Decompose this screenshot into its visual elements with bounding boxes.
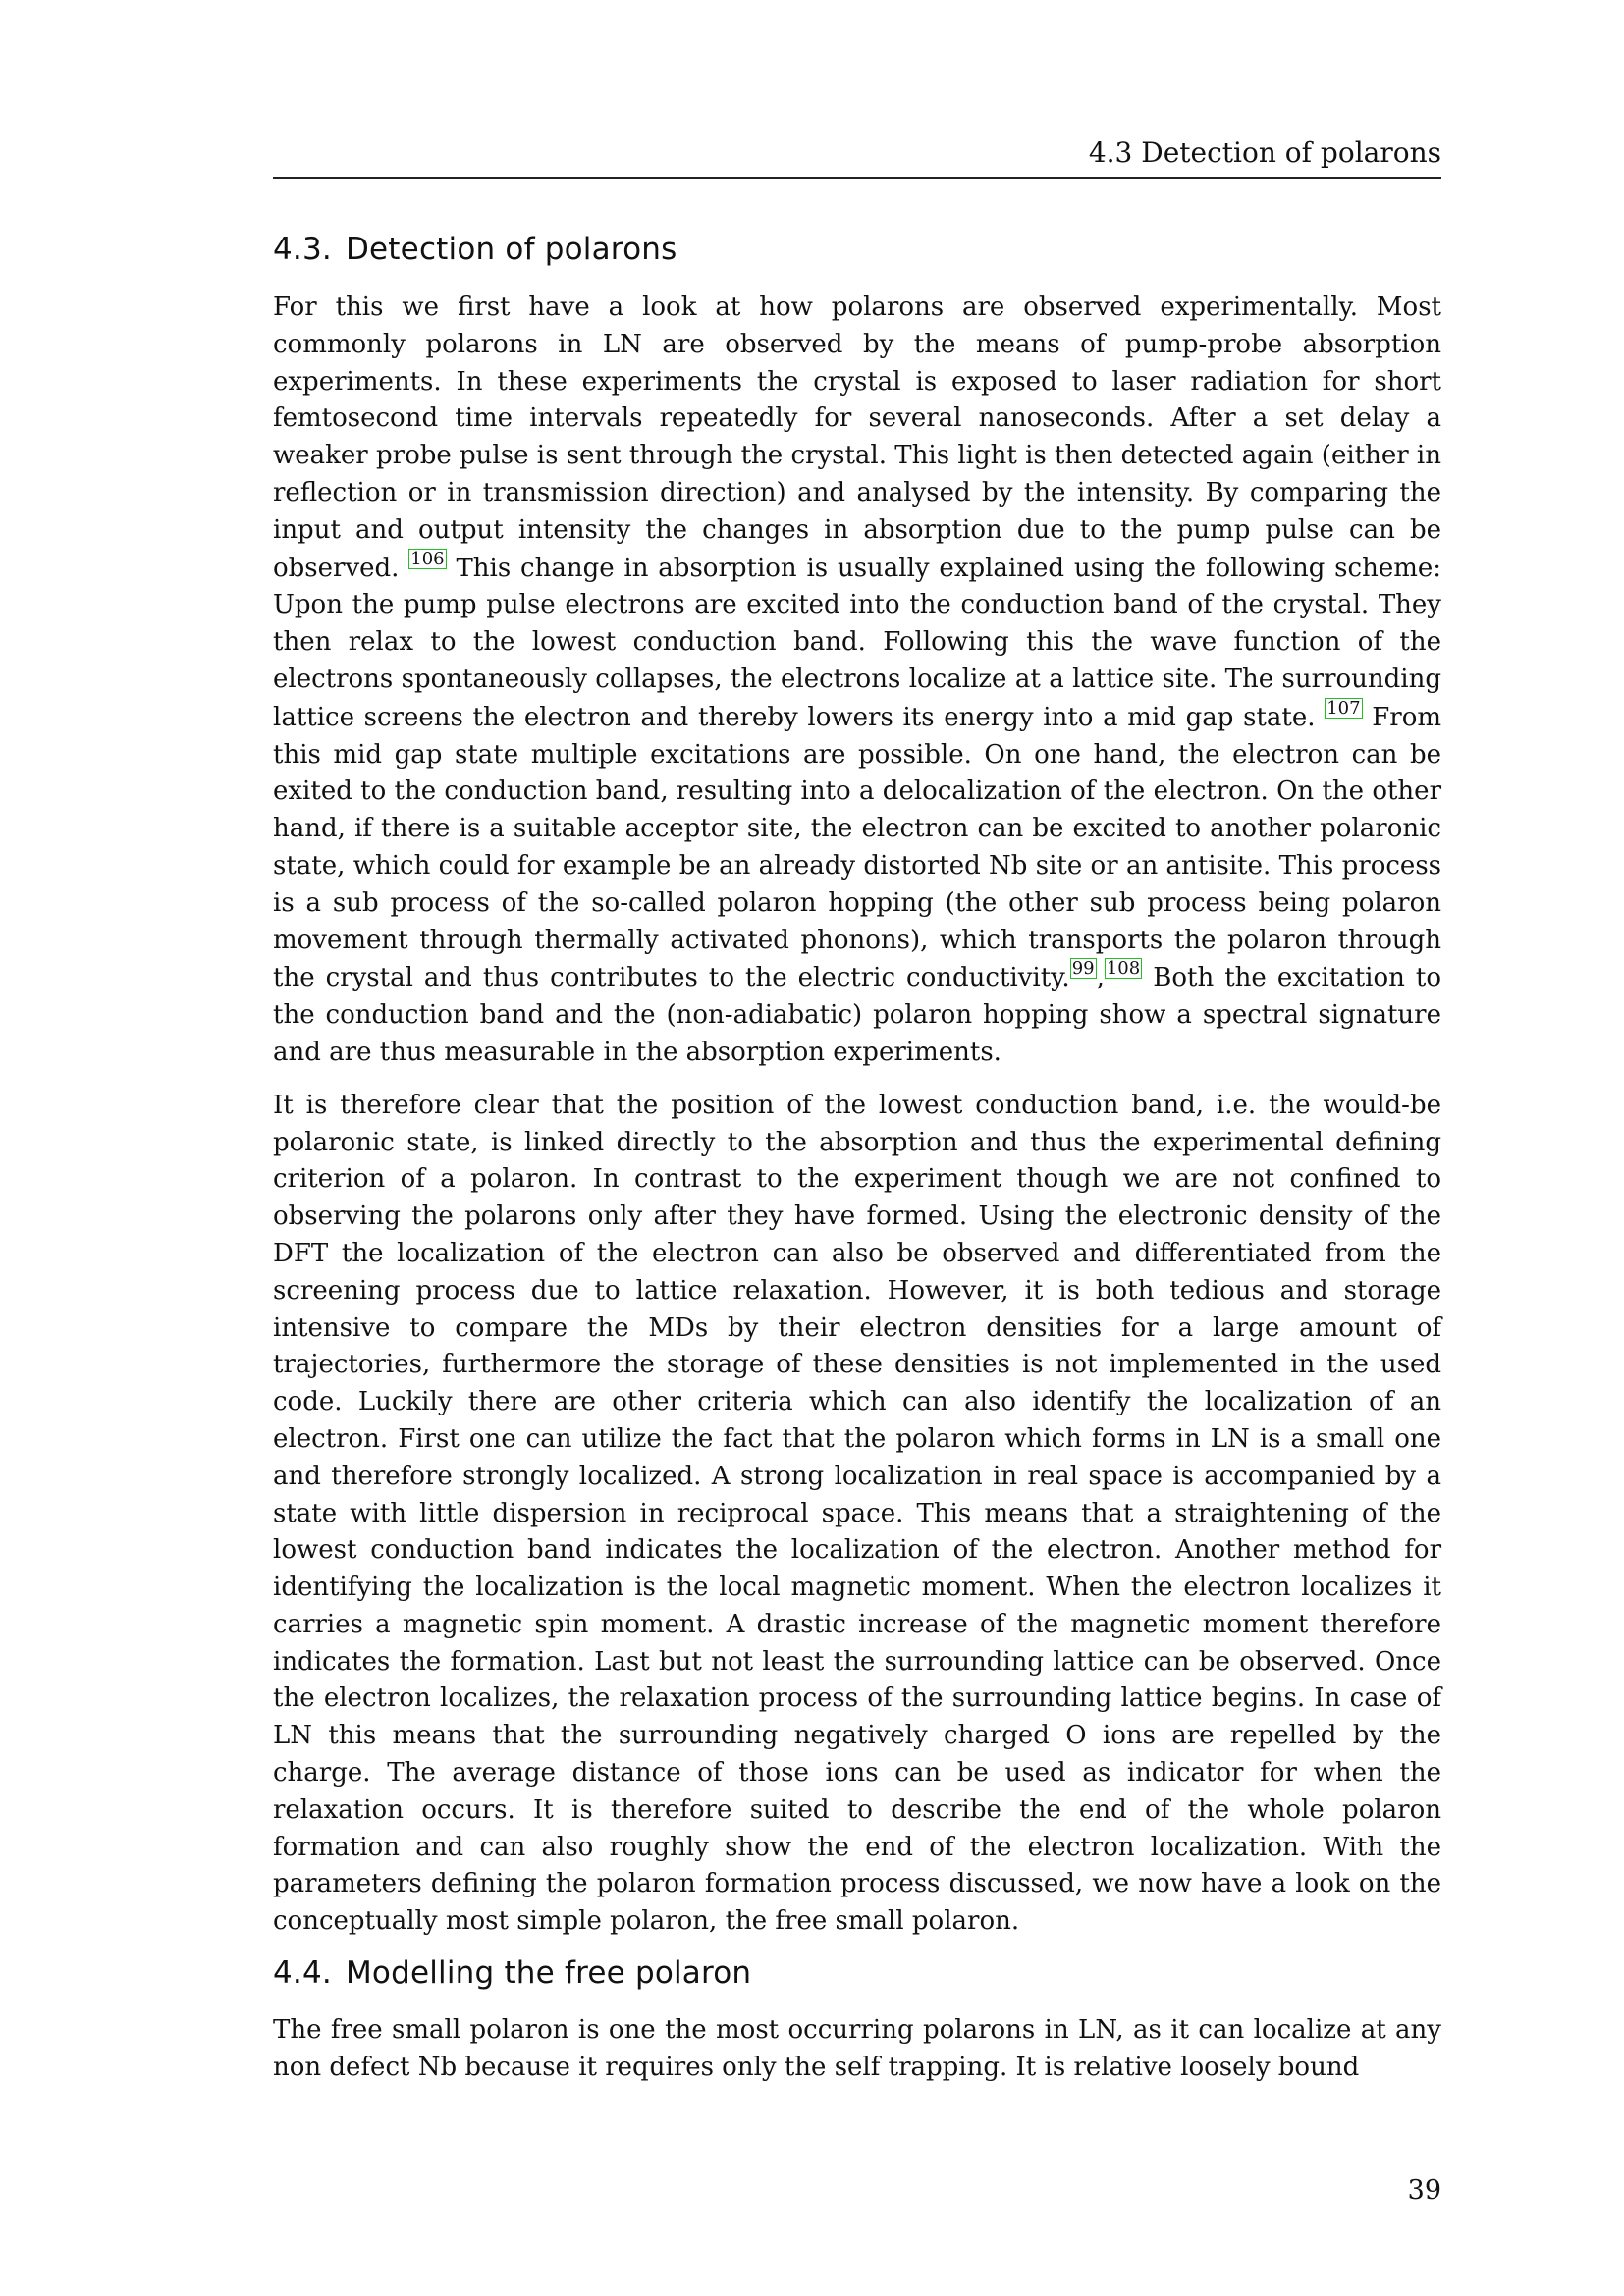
header-rule xyxy=(273,177,1441,179)
citation-link[interactable]: 107 xyxy=(1326,697,1361,719)
section-number: 4.4. xyxy=(273,1955,332,1991)
citation-link[interactable]: 99 xyxy=(1071,958,1095,980)
section-title: Detection of polarons xyxy=(345,232,677,267)
section-heading-4-3 xyxy=(273,230,1441,269)
running-header: 4.3 Detection of polarons xyxy=(1088,136,1441,169)
paragraph-text: This change in absorption is usually explained using the following scheme: Upon the pump pulse electrons are excited into the conduction band of the crystal. They then relax to the lowest conduction band. Following this the wave function of the electrons spontaneously collapses, the electrons localize at a lattice site. The surrounding lattice screens the electron and thereby lowers its energy into a mid gap state. xyxy=(273,553,1442,732)
citation-link[interactable]: 108 xyxy=(1106,958,1141,980)
paragraph: The free small polaron is one the most occurring polarons in LN, as it can localize at any non defect Nb because it requires only the self trapping. It is relative loosely bound xyxy=(273,2015,1441,2082)
paragraph-text: From this mid gap state multiple excitations are possible. On one hand, the electron can be exited to the conduction band, resulting into a delocalization of the electron. On the other hand, if there is a suitable acceptor site, the electron can be excited to another polaronic state, which could for example be an already distorted Nb site or an antisite. This process is a sub process of the so-called polaron hopping (the other sub process being polaron movement through thermally activated phonons), which transports the polaron through the crystal and thus contributes to the electric conductivity. xyxy=(273,702,1442,993)
section-4-4-body xyxy=(273,2012,1441,2087)
page-number: 39 xyxy=(1407,2175,1441,2206)
paragraph-text: Both the excitation to the conduction band and the (non-adiabatic) polaron hopping show a spectral signature and are thus measurable in the absorption experiments. xyxy=(273,963,1442,1067)
section-4-3-body xyxy=(273,290,1441,1941)
citation-link[interactable]: 106 xyxy=(410,548,445,569)
section-number: 4.3. xyxy=(273,232,332,267)
paragraph-text: For this we first have a look at how polarons are observed experimentally. Most commonly polarons in LN are observed by the means of pump-probe absorption experiments. In these experiments the crystal is exposed to laser radiation for short femtosecond time intervals repeatedly for several nanoseconds. After a set delay a weaker probe pulse is sent through the crystal. This light is then detected again (either in reflection or in transmission direction) and analysed by the intensity. By comparing the input and output intensity the changes in absorption due to the pump pulse can be observed. xyxy=(273,293,1441,583)
paragraph: For this we first have a look at how polarons are observed experimentally. Most commonly polarons in LN are observed by the means of pump-probe absorption experiments. In these experiments the crystal is exposed to laser radiation for short femtosecond time intervals repeatedly for several nanoseconds. After a set delay a weaker probe pulse is sent through the crystal. This light is then detected again (either in reflection or in transmission direction) and analysed by the intensity. By comparing the input and output intensity the changes in absorption due to the pump pulse can be observed. 106 This change in absorption is usually explained using the following scheme: Upon the pump pulse electrons are excited into the conduction band of the crystal. They then relax to the lowest conduction band. Following this the wave function of the electrons spontaneously collapses, the electrons localize at a lattice site. The surrounding lattice screens the electron and thereby lowers its energy into a mid gap state. 107 From this mid gap state multiple excitations are possible. On one hand, the electron can be exited to the conduction band, resulting into a delocalization of the electron. On the other hand, if there is a suitable acceptor site, the electron can be excited to another polaronic state, which could for example be an already distorted Nb site or an antisite. This process is a sub process of the so-called polaron hopping (the other sub process being polaron movement through thermally activated phonons), which transports the polaron through the crystal and thus contributes to the electric conductivity. 99, 108 Both the excitation to the conduction band and the (non-adiabatic) polaron hopping show a spectral signature and are thus measurable in the absorption experiments. xyxy=(273,293,1442,1067)
section-title: Modelling the free polaron xyxy=(345,1955,752,1991)
section-heading-4-4 xyxy=(273,1953,1441,1993)
paragraph: It is therefore clear that the position of the lowest conduction band, i.e. the would-be polaronic state, is linked directly to the absorption and thus the experimental defining criterion of a polaron. In contrast to the experiment though we are not confined to observing the polarons only after they have formed. Using the electronic density of the DFT the localization of the electron can also be observed and differentiated from the screening process due to lattice relaxation. However, it is both tedious and storage intensive to compare the MDs by their electron densities for a large amount of trajectories, furthermore the storage of these densities is not implemented in the used code. Luckily there are other criteria which can also identify the localization of an electron. First one can utilize the fact that the polaron which forms in LN is a small one and therefore strongly localized. A strong localization in real space is accompanied by a state with little dispersion in reciprocal space. This means that a straightening of the lowest conduction band indicates the localization of the electron. Another method for identifying the localization is the local magnetic moment. When the electron localizes it carries a magnetic spin moment. A drastic increase of the magnetic moment therefore indicates the formation. Last but not least the surrounding lattice can be observed. Once the electron localizes, the relaxation process of the surrounding lattice begins. In case of LN this means that the surrounding negatively charged O ions are repelled by the charge. The average distance of those ions can be used as indicator for when the relaxation occurs. It is therefore suited to describe the end of the whole polaron formation and can also roughly show the end of the electron localization. With the parameters defining the polaron formation process discussed, we now have a look on the conceptually most simple polaron, the free small polaron. xyxy=(273,1090,1441,1937)
